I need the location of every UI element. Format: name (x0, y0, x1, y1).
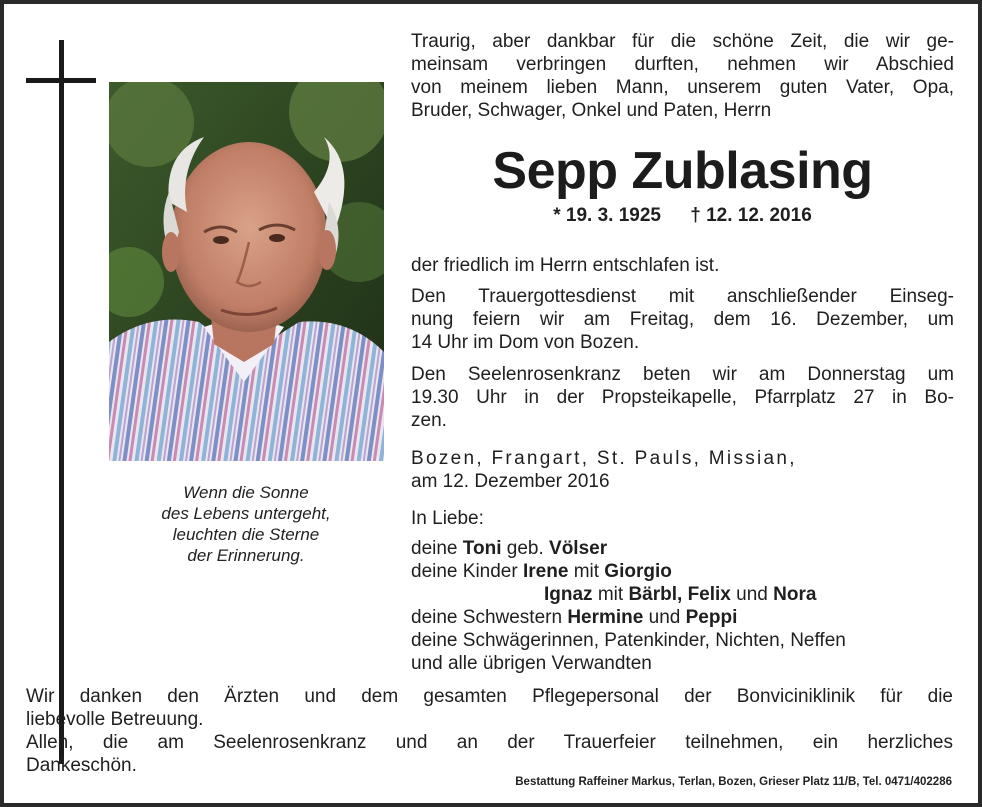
thanks-line: liebevolle Betreuung. (26, 709, 204, 730)
intro-text (411, 30, 954, 122)
in-love-label (411, 507, 954, 530)
date-line: am 12. Dezember 2016 (411, 471, 610, 492)
service-line: Den Trauergottesdienst mit anschließender Einseg- (411, 286, 954, 307)
text: und (648, 607, 681, 628)
intro-line: Traurig, aber dankbar für die schöne Zeit, die wir ge- (411, 31, 954, 52)
intro-line: meinsam verbringen durften, nehmen wir Abschied (411, 54, 954, 75)
rosary-line: 19.30 Uhr in der Propsteikapelle, Pfarrplatz 27 in Bo- (411, 387, 954, 408)
wife-maiden-name: Völser (549, 538, 608, 559)
service-line: 14 Uhr im Dom von Bozen. (411, 332, 640, 353)
text: deine Kinder (411, 561, 518, 582)
intro-line: von meinem lieben Mann, unserem guten Vater, Opa, (411, 77, 954, 98)
quote-line: des Lebens untergeht, (161, 504, 331, 523)
funeral-service-text (411, 285, 954, 354)
places-line: Bozen, Frangart, St. Pauls, Missian, (411, 448, 797, 469)
wife-name: Toni (462, 538, 502, 559)
family-list (411, 537, 954, 675)
text: mit (597, 584, 624, 605)
rosary-line: Den Seelenrosenkranz beten wir am Donnerstag um (411, 364, 954, 385)
rosary-line: zen. (411, 410, 447, 431)
thanks-line: Allen, die am Seelenrosenkranz und an der Trauerfeier teilnehmen, ein herzliches (26, 732, 953, 753)
life-dates (411, 204, 954, 228)
family-children-2 (411, 583, 954, 606)
partner-name: Giorgio (604, 561, 672, 582)
in-love-text: In Liebe: (411, 508, 484, 529)
thanks-line: Wir danken den Ärzten und dem gesamten Pflegepersonal der Bonviciniklinik für die (26, 686, 953, 707)
grandchild-name: Nora (773, 584, 817, 605)
passed-line: der friedlich im Herrn entschlafen ist. (411, 255, 720, 276)
quote-line: der Erinnerung. (187, 546, 305, 565)
thanks-line: Dankeschön. (26, 755, 137, 776)
quote-line: leuchten die Sterne (172, 525, 320, 544)
text: deine Schwestern (411, 607, 563, 628)
service-line: nung feiern wir am Freitag, dem 16. Dezember, um (411, 309, 954, 330)
sister-name: Hermine (567, 607, 644, 628)
sister-name: Peppi (685, 607, 738, 628)
text: deine (411, 538, 458, 559)
birth-date: * 19. 3. 1925 (553, 205, 661, 226)
deceased-name: Sepp Zublasing (492, 142, 873, 200)
family-relatives: und alle übrigen Verwandten (411, 653, 652, 674)
rosary-text (411, 363, 954, 432)
place-date-text (411, 447, 954, 493)
grandchildren-names: Bärbl, Felix (628, 584, 731, 605)
family-sisters (411, 606, 954, 629)
death-date: † 12. 12. 2016 (690, 205, 812, 226)
passed-away-text (411, 254, 954, 277)
portrait-photo (109, 82, 384, 461)
text: und (736, 584, 768, 605)
text: geb. (506, 538, 544, 559)
quote-line: Wenn die Sonne (183, 483, 309, 502)
thanks-text (26, 685, 953, 777)
family-inlaws: deine Schwägerinnen, Patenkinder, Nichten, Neffen (411, 630, 846, 651)
intro-line: Bruder, Schwager, Onkel und Paten, Herrn (411, 100, 772, 121)
family-wife (411, 537, 954, 560)
child-name: Ignaz (544, 584, 593, 605)
family-children (411, 560, 954, 583)
funeral-home-footer: Bestattung Raffeiner Markus, Terlan, Bozen, Grieser Platz 11/B, Tel. 0471/402286 (515, 776, 952, 788)
child-name: Irene (522, 561, 569, 582)
text: mit (573, 561, 600, 582)
memorial-quote (112, 482, 380, 566)
